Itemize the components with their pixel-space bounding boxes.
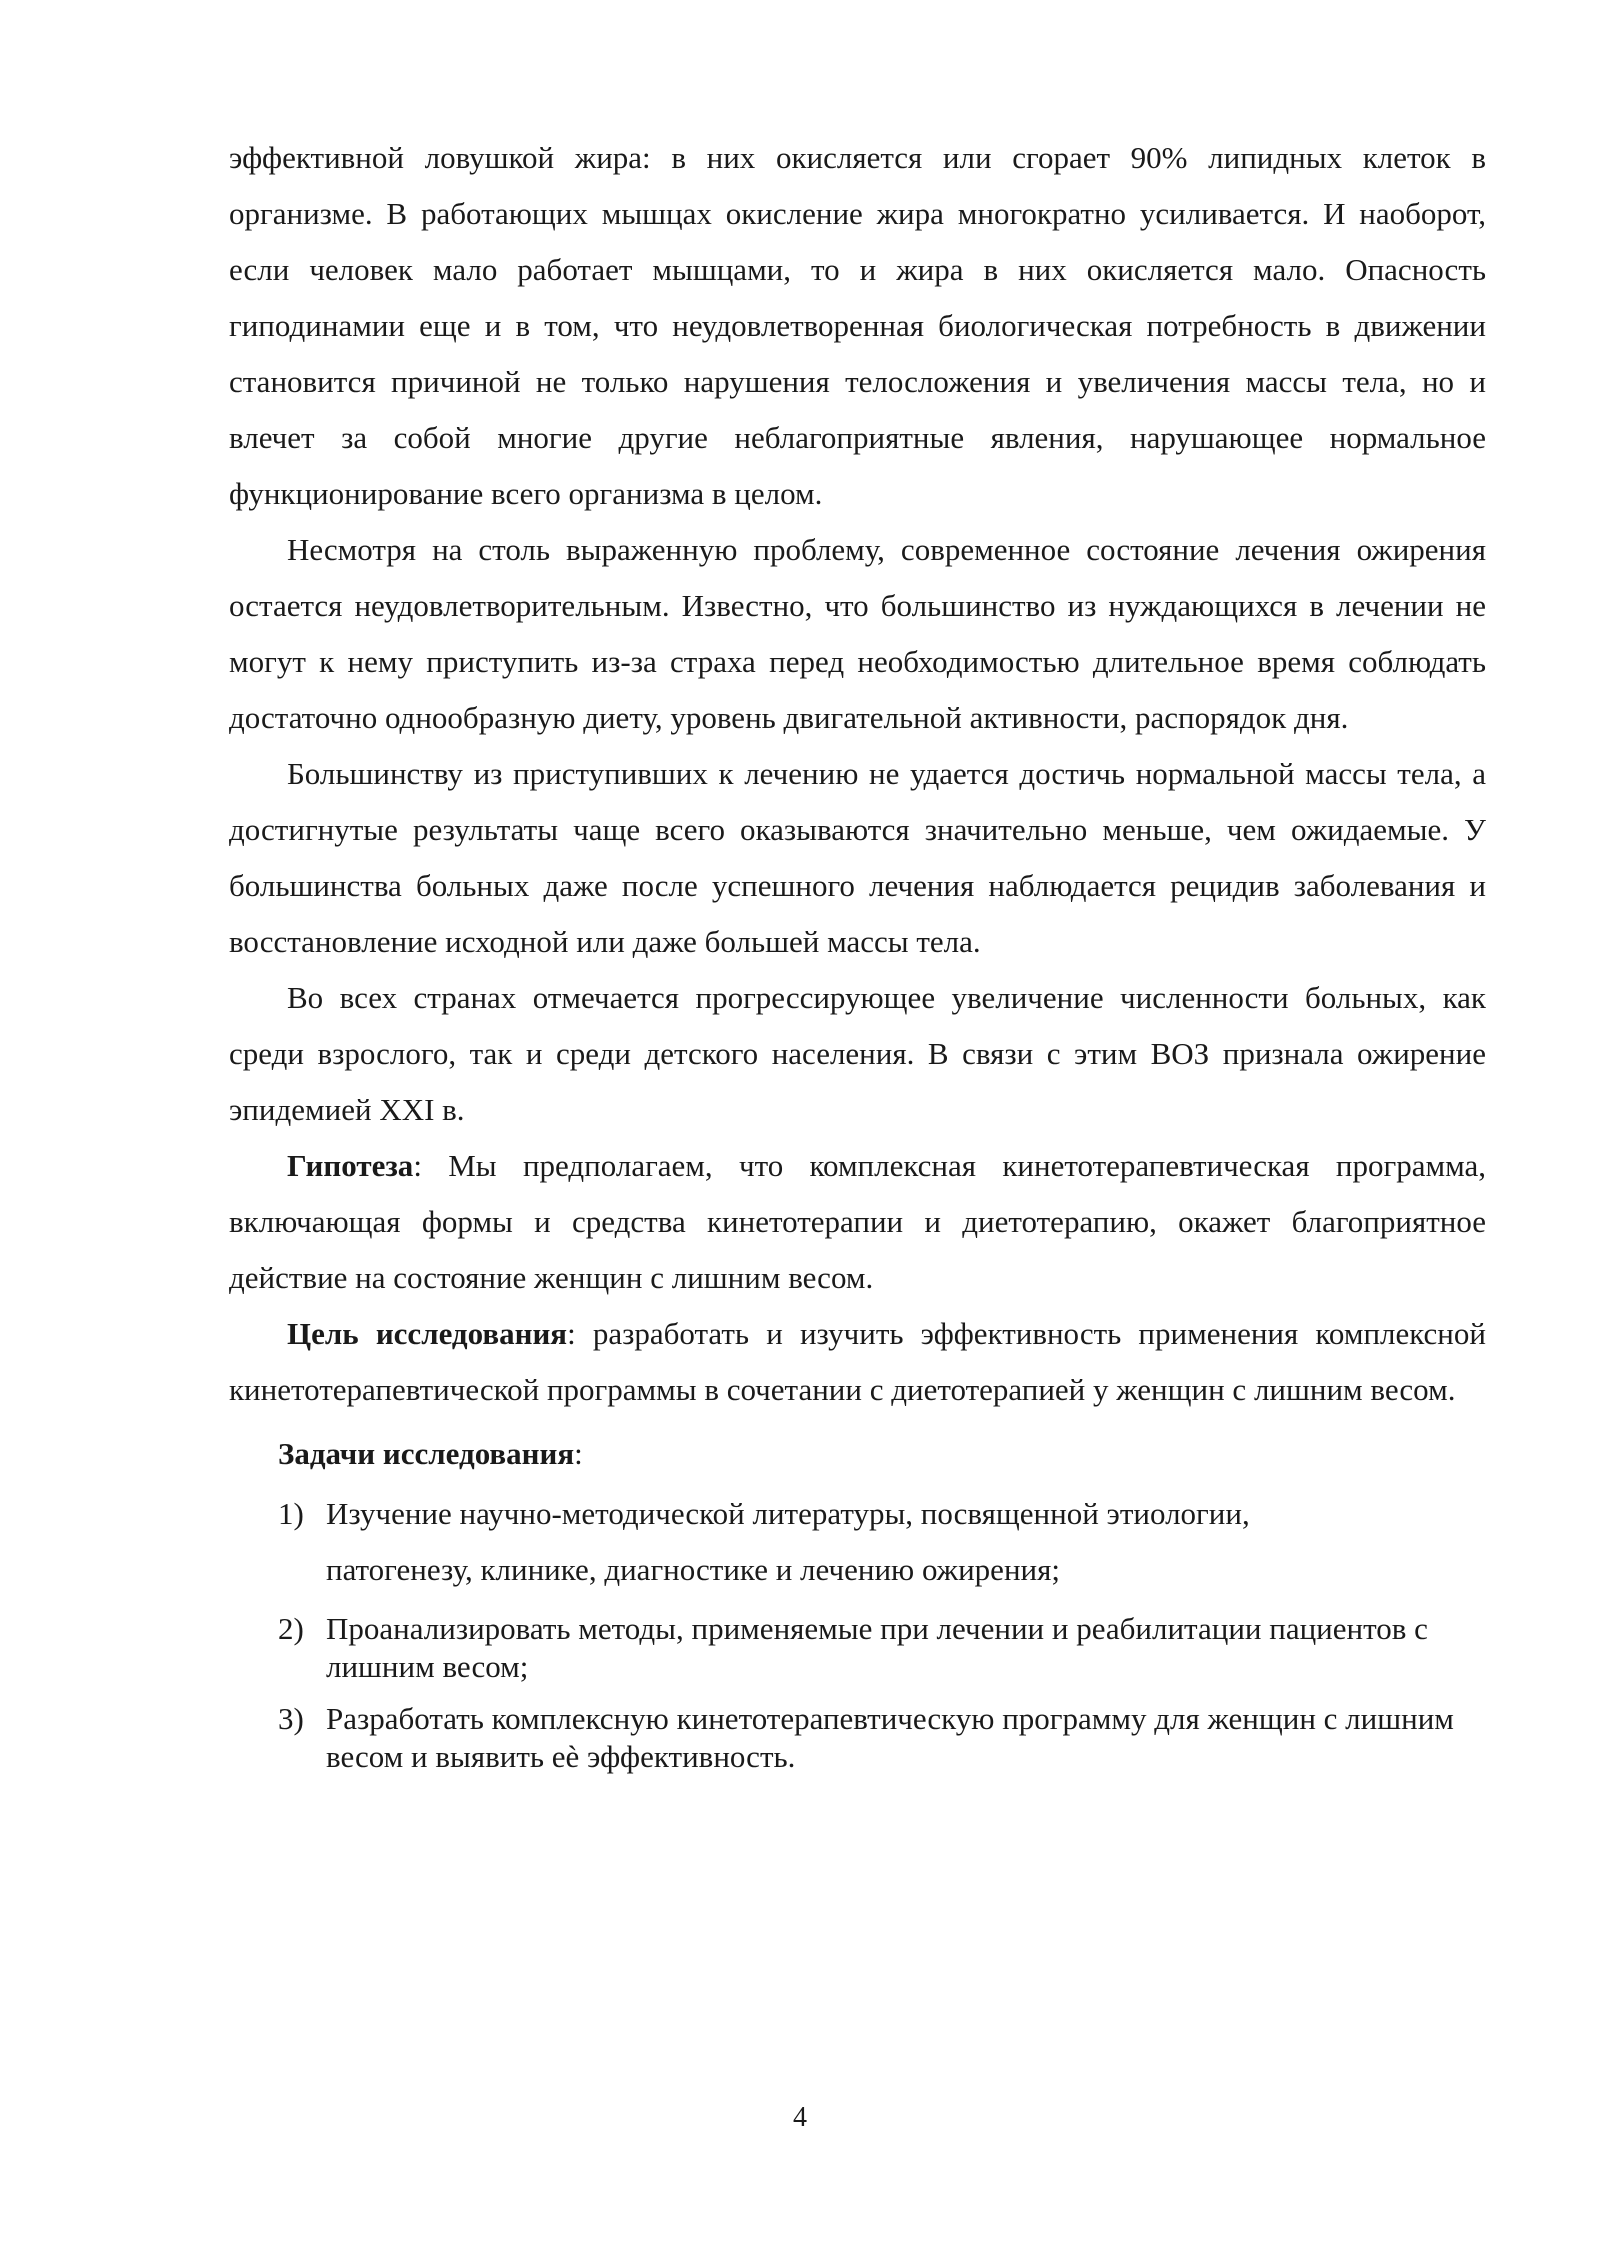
page-number: 4 bbox=[793, 2102, 807, 2133]
list-item-number: 2) bbox=[278, 1611, 304, 1646]
goal-label: Цель исследования bbox=[287, 1316, 568, 1351]
list-item-number: 1) bbox=[278, 1496, 304, 1531]
paragraph-body-2: Несмотря на столь выраженную проблему, современное состояние лечения ожирения остается неудовлетворительным. Известно, что большинство из нуждающихся в лечении не могут к нему приступить из-за страха перед необходимостью длительное время соблюдать достаточно однообразную диету, уровень двигательной активности, распорядок дня. bbox=[229, 532, 1486, 735]
paragraph-body-1: эффективной ловушкой жира: в них окисляется или сгорает 90% липидных клеток в организме. В работающих мышцах окисление жира многократно усиливается. И наоборот, если человек мало работает мышцами, то и жира в них окисляется мало. Опасность гиподинамии еще и в том, что неудовлетворенная биологическая потребность в движении становится причиной не только нарушения телосложения и увеличения массы тела, но и влечет за собой многие другие неблагоприятные явления, нарушающее нормальное функционирование всего организма в целом. bbox=[229, 140, 1486, 511]
goal-text: : разработать и изучить эффективность применения комплексной кинетотерапевтической программы в сочетании с диетотерапией у женщин с лишним весом. bbox=[229, 1316, 1486, 1407]
paragraph-goal bbox=[229, 1306, 1486, 1418]
list-item bbox=[278, 1700, 1486, 1776]
list-item-number: 3) bbox=[278, 1701, 304, 1736]
list-item-text: Проанализировать методы, применяемые при лечении и реабилитации пациентов с лишним весом; bbox=[326, 1611, 1428, 1684]
paragraph-body-3: Большинству из приступивших к лечению не удается достичь нормальной массы тела, а достигнутые результаты чаще всего оказываются значительно меньше, чем ожидаемые. У большинства больных даже после успешного лечения наблюдается рецидив заболевания и восстановление исходной или даже большей массы тела. bbox=[229, 756, 1486, 959]
hypothesis-label: Гипотеза bbox=[287, 1148, 414, 1183]
tasks-label: Задачи исследования bbox=[278, 1436, 575, 1471]
page-content bbox=[229, 130, 1486, 1776]
list-item bbox=[278, 1486, 1486, 1598]
tasks-list bbox=[229, 1486, 1486, 1776]
list-item bbox=[278, 1610, 1486, 1686]
list-item-text-line: патогенезу, клинике, диагностике и лечению ожирения; bbox=[326, 1552, 1060, 1587]
list-item-text-line: Изучение научно-методической литературы, посвященной этиологии, bbox=[326, 1496, 1250, 1531]
paragraph-body-4: Во всех странах отмечается прогрессирующее увеличение численности больных, как среди взрослого, так и среди детского населения. В связи с этим ВОЗ признала ожирение эпидемией XXI в. bbox=[229, 980, 1486, 1127]
tasks-colon: : bbox=[574, 1436, 583, 1471]
list-item-text: Разработать комплексную кинетотерапевтическую программу для женщин с лишним весом и выявить еѐ эффективность. bbox=[326, 1701, 1454, 1774]
paragraph-hypothesis bbox=[229, 1138, 1486, 1306]
hypothesis-text: : Мы предполагаем, что комплексная кинетотерапевтическая программа, включающая формы и средства кинетотерапии и диетотерапию, окажет благоприятное действие на состояние женщин с лишним весом. bbox=[229, 1148, 1486, 1295]
tasks-heading bbox=[229, 1426, 1486, 1482]
